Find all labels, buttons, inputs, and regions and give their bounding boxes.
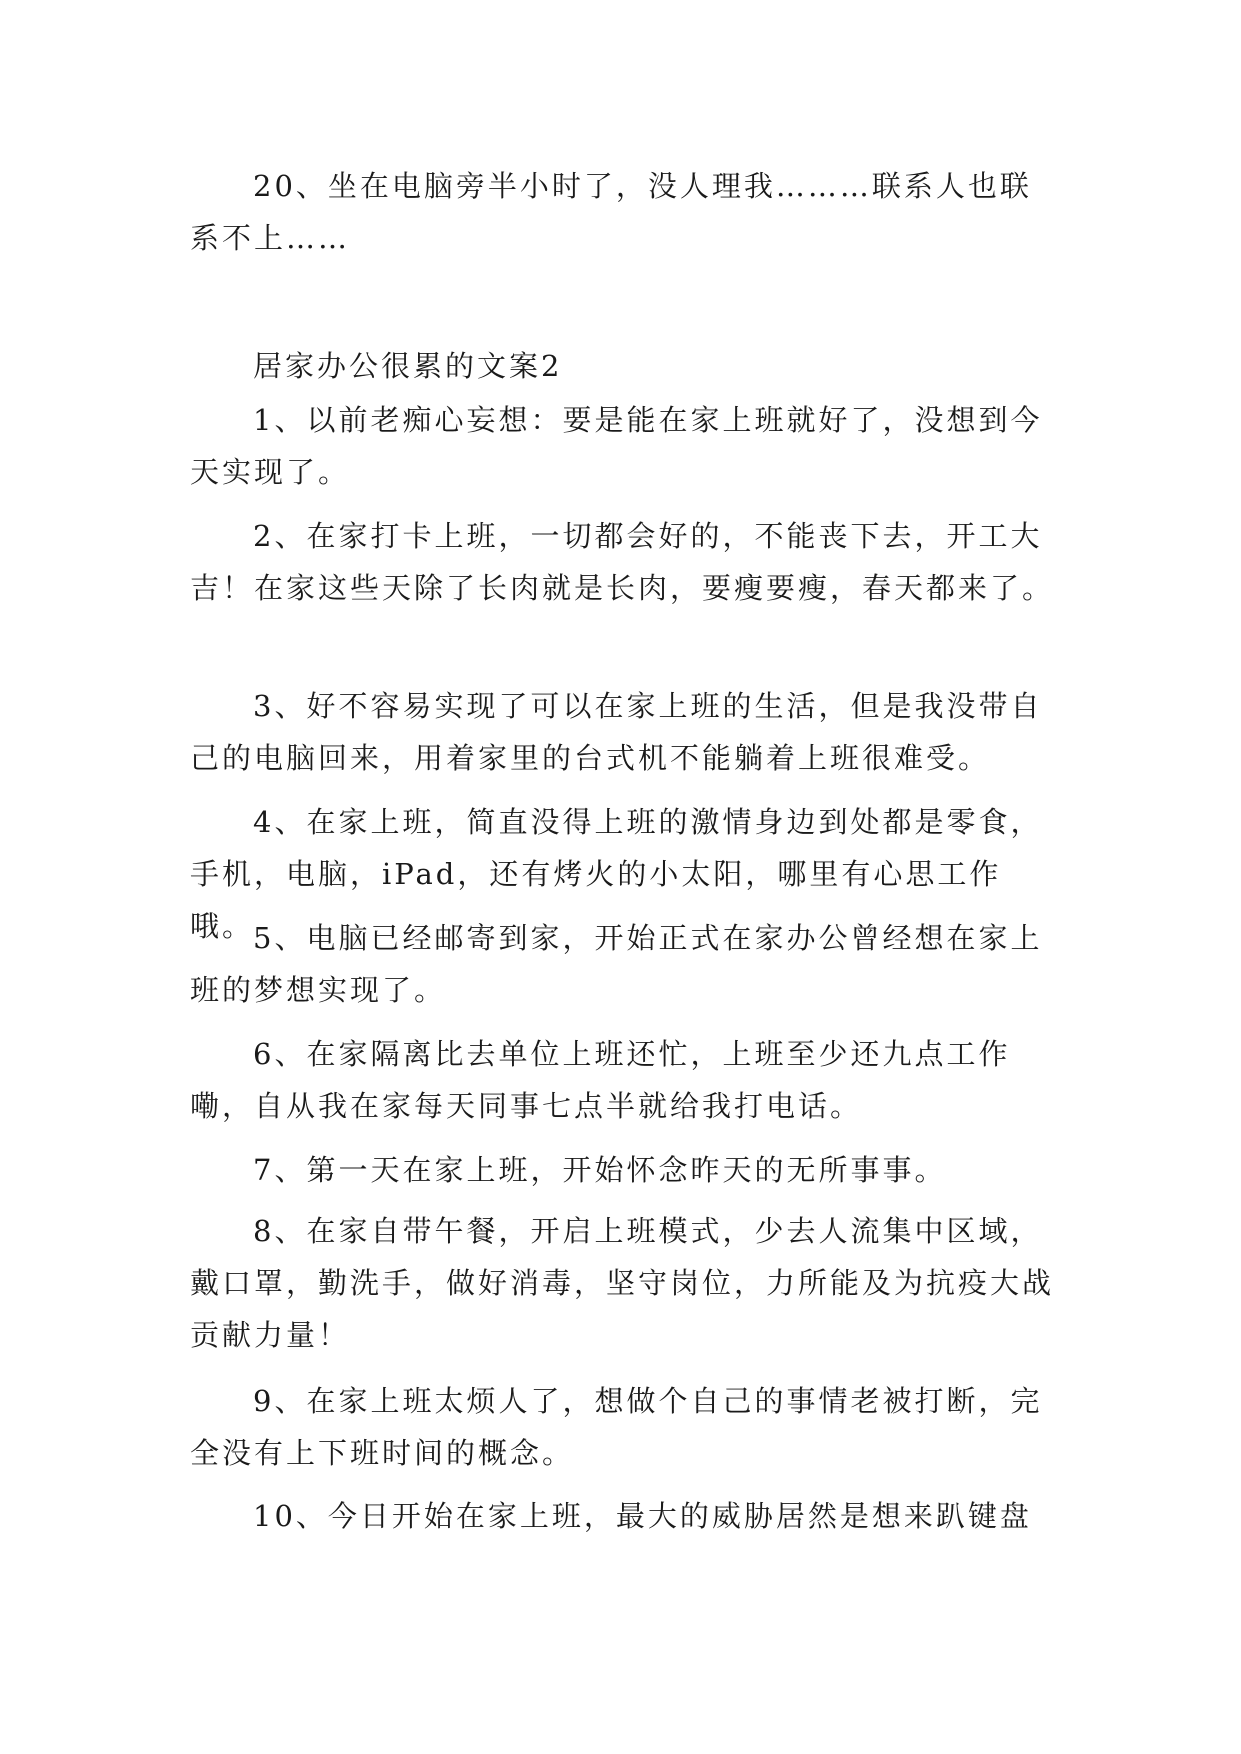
paragraph-20: 20、坐在电脑旁半小时了，没人理我………联系人也联系不上……: [190, 169, 1032, 255]
paragraph-item-6: 6、在家隔离比去单位上班还忙，上班至少还九点工作嘞，自从我在家每天同事七点半就给我打电话。: [190, 1037, 1011, 1123]
paragraph-item-4: 4、在家上班，简直没得上班的激情身边到处都是零食，手机，电脑，iPad，还有烤火的小太阳，哪里有心思工作哦。: [190, 805, 1043, 943]
paragraph-item-1: 1、以前老痴心妄想：要是能在家上班就好了，没想到今天实现了。: [190, 403, 1043, 489]
paragraph-item-2: 2、在家打卡上班，一切都会好的，不能丧下去，开工大吉！在家这些天除了长肉就是长肉，要瘦要瘦，春天都来了。: [190, 519, 1055, 605]
paragraph-item-8: 8、在家自带午餐，开启上班模式，少去人流集中区域，戴口罩，勤洗手，做好消毒，坚守岗位，力所能及为抗疫大战贡献力量！: [190, 1214, 1055, 1352]
paragraph-item-5: 5、电脑已经邮寄到家，开始正式在家办公曾经想在家上班的梦想实现了。: [190, 921, 1043, 1007]
paragraph-item-9: 9、在家上班太烦人了，想做个自己的事情老被打断，完全没有上下班时间的概念。: [190, 1384, 1043, 1470]
paragraph-item-10: 10、今日开始在家上班，最大的威胁居然是想来趴键盘: [253, 1499, 1032, 1533]
paragraph-item-3: 3、好不容易实现了可以在家上班的生活，但是我没带自己的电脑回来，用着家里的台式机不能躺着上班很难受。: [190, 689, 1043, 775]
paragraph-item-7: 7、第一天在家上班，开始怀念昨天的无所事事。: [253, 1153, 947, 1187]
section-title: 居家办公很累的文案2: [253, 349, 563, 383]
